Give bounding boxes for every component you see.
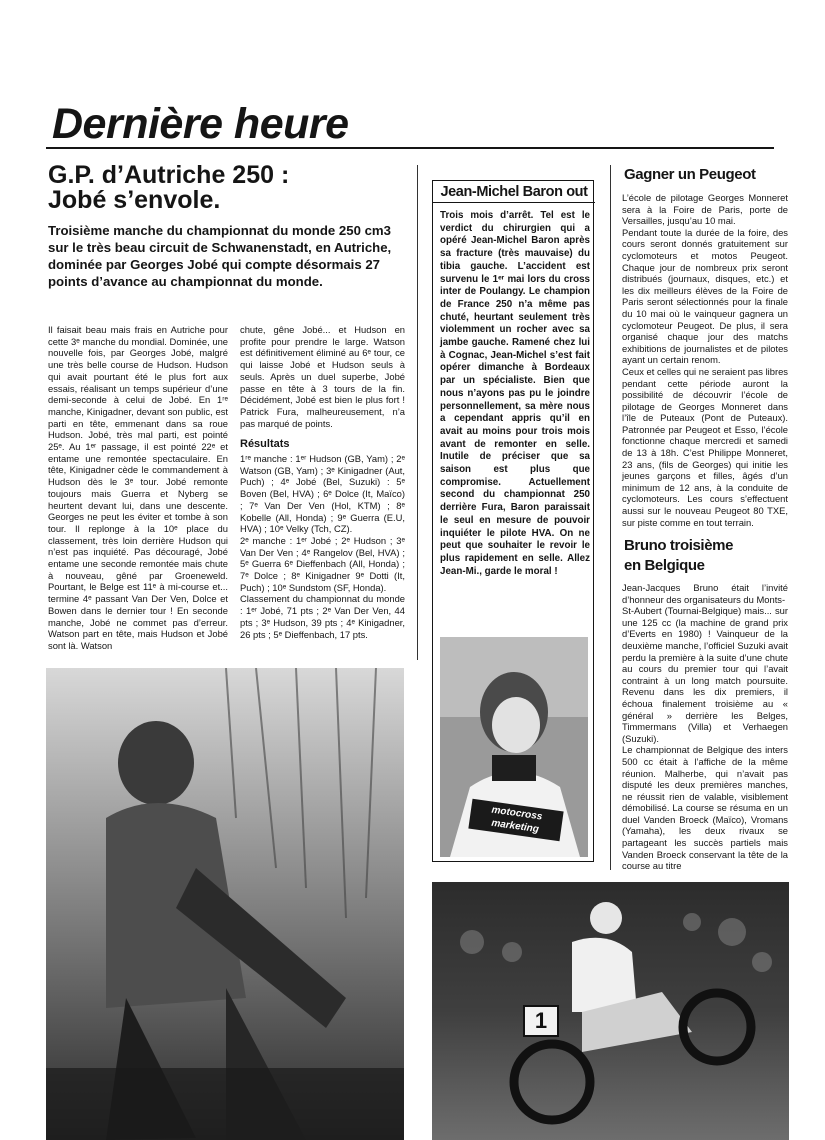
article-column-2 <box>240 324 405 640</box>
championship-standings: Classement du championnat du monde : 1ᵉʳ Jobé, 71 pts ; 2ᵉ Van Der Ven, 44 pts ; 3ᵉ Hudson, 39 pts ; 4ᵉ Kinigadner, 26 pts ; 5ᵉ Dieffenbach, 17 pts. <box>240 593 405 640</box>
article-col1-text: Il faisait beau mais frais en Autriche pour cette 3ᵉ manche du mondial. Dominée, une nouvelle fois, par Georges Jobé, malgré une très belle course de Hudson. Hudson qui avait pourtant été le plus fort aux essais, réalisant un temps supérieur d’une demi-seconde à celui de Jobé. En 1ʳᵉ manche, Kinigadner, devant son public, est parti en tête, emmenant dans sa roue Hudson. Jobé, très mal parti, est pointé 25ᵉ. Au 1ᵉʳ passage, il est pointé 22ᵉ et entame une remontée spectaculaire. En tête, Kinigadner cède le commandement à Hudson dès le 3ᵉ tour. Jobé remonte toujours mais Guerra et Nyberg se heurtent devant lui, dans une descente. Georges ne peut les éviter et tombe à son tour. Il replonge à la 10ᵉ place du classement, très loin derrière Hudson qui n’est pas inquiété. Pas découragé, Jobé entame une seconde remontée mais chute à nouveau, gêné par Groeneweld. Pourtant, le Belge est 11ᵉ à mi-course et... termine 4ᵉ passant Van Der Ven, Dolce et Bowen dans le dernier tour ! En seconde manche, Jobé ne commet pas d’erreur. Watson part en tête, mais Hudson et Jobé sont là. Watson <box>48 324 228 651</box>
section-kicker: Dernière heure <box>52 100 349 148</box>
bruno-heading-line-2: en Belgique <box>624 557 705 574</box>
sidebar-heading: Jean-Michel Baron out <box>433 182 595 203</box>
article-col2-text: chute, gêne Jobé... et Hudson en profite pour prendre le large. Watson est définitivement éliminé au 6ᵉ tour, ce qui laisse Jobé et Hudson seuls à seuls. Après un duel superbe, Jobé passe en tête à 3 tours de la fin. Décidément, Jobé est bien le plus fort ! Patrick Fura, malheureusement, n’a pas marqué de points. <box>240 324 405 429</box>
bruno-paragraph-1: Jean-Jacques Bruno était l’invité d’honneur des organisateurs du Monts- <box>622 582 788 605</box>
baron-portrait-photo <box>440 637 588 857</box>
bruno-paragraph-2: St-Aubert (Tournai-Belgique) mais... sur une 125 cc (la machine de grand prix d’Everts en 1980) ! Vainqueur de la deuxième manche, l’officiel Suzuki avait perdu la première à la suite d’une chute au cours du premier tour qui l’avait contraint à un long match poursuite. Revenu dans les dix premiers, il échoua finalement troisième au « général » derrière les Belges, Timmermans (Villa) et Verhaegen (Suzuki). <box>622 605 788 744</box>
column-divider <box>610 165 611 870</box>
peugeot-paragraph-1: L’école de pilotage Georges Monneret sera à la Foire de Paris, porte de Versailles, jusqu’au 10 mai. <box>622 192 788 227</box>
bib-logo-line-2: marketing <box>490 817 540 836</box>
top-rule <box>46 147 774 149</box>
peugeot-paragraph-2: Pendant toute la durée de la foire, des cours seront donnés gratuitement sur cyclomoteurs et motos Peugeot. Chaque jour de nombreux prix seront distribués (journaux, disques, etc.) et les dix meilleurs élèves de la Foire de Paris seront sélectionnés pour la finale du 10 mai où le vainqueur gagnera un cyclomoteur Peugeot. De plus, il sera organisé chaque jour des matchs exhibitions de journalistes et de pilotes ayant un certain renom. <box>622 226 788 366</box>
bruno-heading <box>624 536 784 576</box>
results-heading: Résultats <box>240 438 290 451</box>
results-first-race: 1ʳᵉ manche : 1ᵉʳ Hudson (GB, Yam) ; 2ᵉ Watson (GB, Yam) ; 3ᵉ Kinigadner (Aut, Puch) ; 4ᵉ Jobé (Bel, Suzuki) : 5ᵉ Boven (Bel, HVA) ; 6ᵉ Dolce (It, Maïco) ; 7ᵉ Van Der Ven (Hol, KTM) ; 8ᵉ Kobelle (All, Honda) ; 9ᵉ Guerra (E.U, HVA) ; 10ᵉ Velky (Tch, CZ). <box>240 453 405 535</box>
headline-line-2: Jobé s’envole. <box>48 186 221 214</box>
peugeot-heading: Gagner un Peugeot <box>624 166 756 183</box>
results-second-race: 2ᵉ manche : 1ᵉʳ Jobé ; 2ᵉ Hudson ; 3ᵉ Van Der Ven ; 4ᵉ Rangelov (Bel, HVA) ; 5ᵉ Guerra 6ᵉ Dieffenbach (All, Honda) ; 7ᵉ Dolce ; 8ᵉ Kinigadner 9ᵉ Dotti (It, Puch) ; 10ᵉ Sundstom (SF, Honda). <box>240 534 405 593</box>
bib-logo-line-1: motocross <box>490 804 543 823</box>
article-headline <box>48 163 378 213</box>
bruno-paragraph-3: Le championnat de Belgique des inters 500 cc était à l’affiche de la même réunion. Malherbe, qui n’avait pas disputé les deux premières manches, ne réussit rien de valable, visiblement démobilisé. La course se résuma en un duel Vanden Broeck (Maïco), Vromans (Yamaha), les deux rivaux se partageant les succès partiels mais Vanden Broeck conservant la tête de la course au titre <box>622 744 788 872</box>
sidebar-text: Trois mois d’arrêt. Tel est le verdict du chirurgien qui a opéré Jean-Michel Baron après sa fracture (très mauvaise) du tibia gauche. L’accident est survenu le 1ᵉʳ mai lors du cross inter de Poulangy. Le champion de France 250 n’a même pas chuté, heurtant seulement très violemment un rocher avec sa jambe gauche. Ramené chez lui à Cognac, Jean-Michel s’est fait opérer dimanche à Bordeaux par un spécialiste. Bien que nous n’ayons pas pu le joindre personnellement, sa mère nous a cependant appris qu’il en avait au moins pour trois mois avant de remonter en selle. Inutile de préciser que sa saison est plus que compromise. Actuellement second du championnat 250 derrière Fura, Baron paraissait le seul en mesure de pouvoir inquiéter le pilote HVA. On ne peut que souhaiter le revoir le plus rapidement en selle. Allez Jean-Mi., garde le moral ! <box>440 210 590 577</box>
article-column-1 <box>48 324 228 652</box>
column-divider <box>417 165 418 660</box>
bruno-heading-line-1: Bruno troisième <box>624 537 734 554</box>
bruno-column <box>622 582 788 872</box>
main-race-photo <box>46 668 404 1140</box>
article-lede: Troisième manche du championnat du monde 250 cm3 sur le très beau circuit de Schwanenstadt, en Autriche, dominée par Georges Jobé qui compte désormais 27 points d’avance au championnat du monde. <box>48 223 392 289</box>
peugeot-column <box>622 192 788 528</box>
bruno-race-photo <box>432 882 789 1140</box>
number-plate: 1 <box>534 1008 548 1033</box>
peugeot-paragraph-3: Ceux et celles qui ne seraient pas libres pendant cette période auront la possibilité de découvrir l’école de pilotage de Georges Monneret dans l’île de Puteaux (Pont de Puteaux). Patronnée par Peugeot et Esso, l’école fonctionne chaque mercredi et samedi de 13 à 18h. C’est Philippe Monneret, 23 ans, (fils de Georges) qui initie les jeunes garçons et filles, âgés d’un minimum de 12 ans, à la conduite de cyclomoteurs. Les cours s’effectuent aussi sur le nouveau Peugeot 80 TXE, sur piste comme en tout terrain. <box>622 365 788 528</box>
headline-line-1: G.P. d’Autriche 250 : <box>48 161 290 189</box>
